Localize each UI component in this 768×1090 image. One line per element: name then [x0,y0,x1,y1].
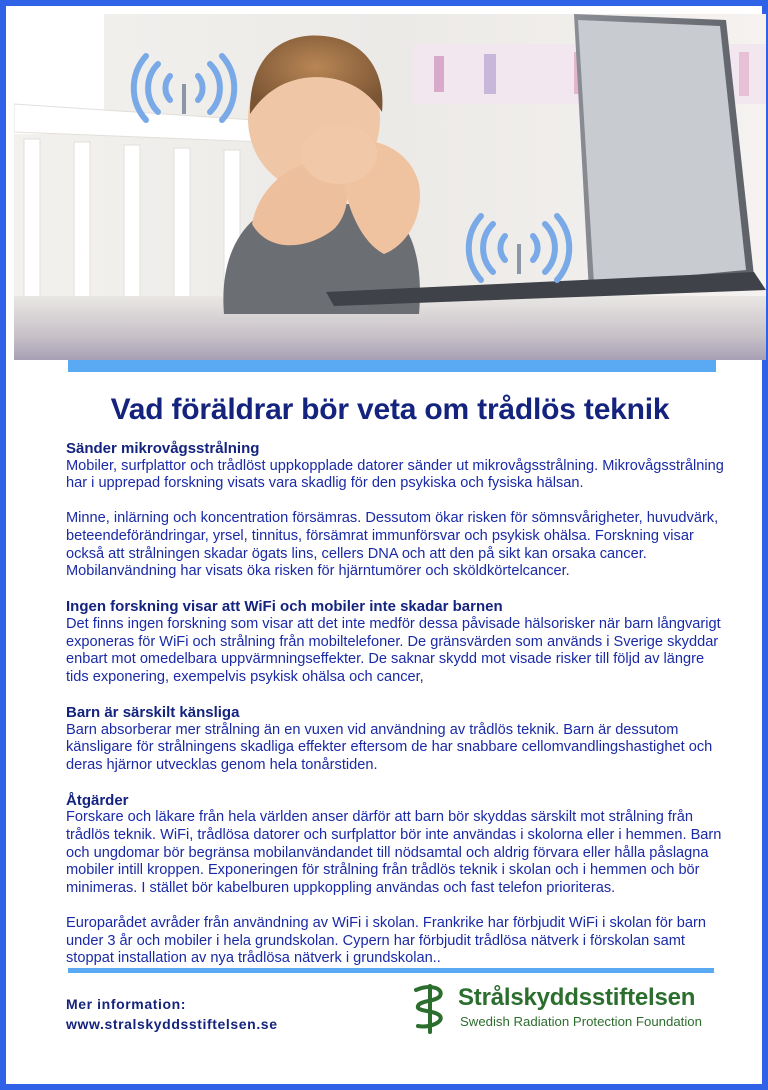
website-link[interactable]: www.stralskyddsstiftelsen.se [66,1016,278,1032]
section-heading: Ingen forskning visar att WiFi och mobiler inte skadar barnen [66,598,503,616]
hero-photo [14,14,766,360]
accent-bar-top [68,360,716,372]
hero-illustration [14,14,766,360]
section-heading: Barn är särskilt känsliga [66,703,240,721]
section-microwave [66,440,726,581]
logo-name: Strålskyddsstiftelsen [458,984,696,1011]
section-paragraph: Mobiler, surfplattor och trådlöst uppkopplade datorer sänder ut mikrovågsstrålning. Mikrovågsstrålning har i upprepad forskning visats vara skadlig för den psykiska och fysiska hälsan. [66,457,724,492]
more-info [66,994,278,1034]
article-body [66,440,726,985]
more-info-label: Mer information: [66,996,187,1012]
organization-logo [410,982,720,1034]
section-paragraph: Det finns ingen forskning som visar att det inte medför dessa påvisade hälsorisker när barn långvarigt exponeras för WiFi och strålning från mobiltelefoner. De gränsvärden som används i Sverige skyddar enbart mot omedelbara uppvärmningseffekter. De saknar skydd mot visade risker till följd av längre tids exponering, exempelvis psykisk ohälsa och cancer, [66,615,721,685]
section-paragraph: Europarådet avråder från användning av WiFi i skolan. Frankrike har förbjudit WiFi i skolan för barn under 3 år och mobiler i hela grundskolan. Cypern har förbjudit trådlösa nätverk i förskolan samt stoppat installation av nya trådlösa nätverk i grundskolan.. [66,915,706,967]
section-paragraph: Minne, inlärning och koncentration försämras. Dessutom ökar risken för sömnsvårigheter, huvudvärk, beteendeförändringar, yrsel, tinnitus, försämrat immunförsvar och psykisk ohälsa. Forskning visar också att strålningen skadar ögats lins, cellers DNA och att den på sikt kan orsaka cancer. Mobilanvändning har visats öka risken för hjärntumörer och sköldkörtelcancer. [66,510,719,580]
section-paragraph: Forskare och läkare från hela världen anser därför att barn bör skyddas särskilt mot strålning från trådlös teknik. WiFi, trådlösa datorer och surfplattor bör inte användas i skolorna eller i hemmen. Barn och ungdomar bör begränsa mobilanvändandet till nödsamtal och aldrig förvara eller hålla påslagna mobiler intill kroppen. Exponeringen för strålning från trådlös teknik i skolan och i hemmen och bör minimeras. I stället bör kabelburen uppkoppling användas och fast telefon prioriteras. [66,809,722,896]
page-title: Vad föräldrar bör veta om trådlös teknik [110,393,670,426]
spiral-helix-icon [410,982,450,1034]
section-no-research [66,598,726,686]
section-paragraph: Barn absorberar mer strålning än en vuxen vid användning av trådlös teknik. Barn är dessutom känsligare för strålningens skadliga effekter eftersom de har snabbare cellomvandlingshastighet och deras hjärnor utvecklas genom hela tonårstiden. [66,721,713,773]
section-heading: Sänder mikrovågsstrålning [66,440,260,457]
section-actions [66,792,726,968]
section-heading: Åtgärder [66,791,129,809]
accent-bar-bottom [68,968,714,973]
logo-subtitle: Swedish Radiation Protection Foundation [460,1014,702,1029]
section-children-sensitive [66,704,726,774]
